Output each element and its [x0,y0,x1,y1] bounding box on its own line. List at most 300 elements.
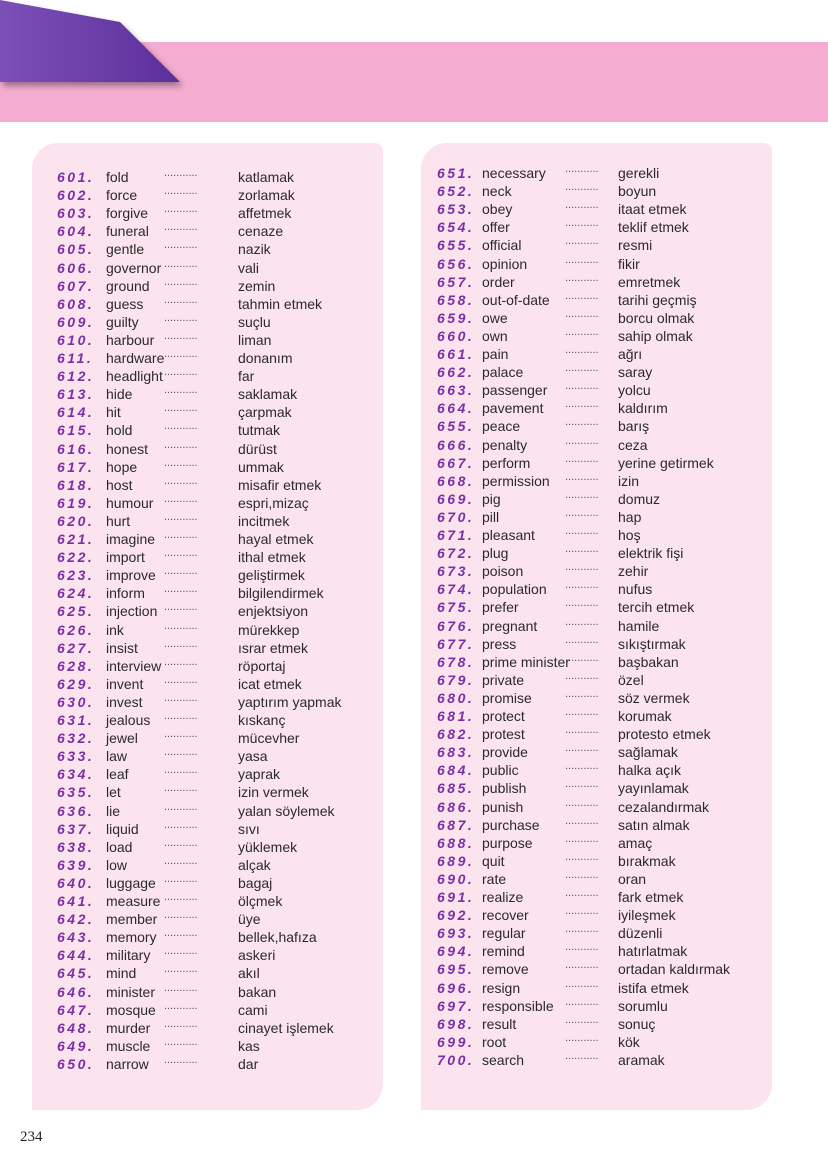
english-word: perform [482,454,531,471]
entry-number: 664. [437,400,475,417]
leader-dots: ........... [164,438,198,451]
turkish-meaning: kas [238,1037,260,1054]
leader-dots: ........... [164,746,198,759]
english-word: regular [482,925,526,942]
leader-dots: ........... [164,800,198,813]
turkish-meaning: korumak [618,708,672,724]
leader-dots: ........... [164,329,198,342]
leader-dots: ........... [565,923,599,936]
english-word: law [106,748,128,765]
entry-number: 610. [57,331,95,348]
english-word: press [482,635,517,652]
entry-number: 685. [437,780,475,797]
entry-number: 627. [57,639,95,656]
english-word: invent [106,675,144,692]
entry-number: 646. [57,983,95,1000]
english-word: responsible [482,997,554,1014]
turkish-meaning: sağlamak [618,744,678,761]
leader-dots: ........... [565,344,599,356]
entry-number: 673. [437,563,475,580]
turkish-meaning: domuz [618,490,661,507]
english-word: humour [106,494,154,511]
leader-dots: ........... [565,760,599,773]
entry-number: 620. [57,512,95,529]
entry-number: 642. [57,911,95,928]
english-word: private [482,671,525,688]
entry-number: 660. [437,327,475,344]
entry-number: 605. [57,241,95,258]
turkish-meaning: sahip olmak [618,327,693,344]
english-word: inform [106,585,145,602]
english-word: murder [106,1019,151,1036]
entry-number: 603. [57,205,95,222]
english-word: out-of-date [482,291,550,308]
entry-number: 689. [437,852,475,869]
leader-dots: ........... [164,1017,198,1030]
turkish-meaning: saray [618,364,653,381]
english-word: plug [482,545,509,562]
turkish-meaning: elektrik fişi [618,545,684,562]
turkish-meaning: icat etmek [238,675,302,692]
entry-number: 615. [57,422,95,439]
leader-dots: ........... [565,543,599,556]
entry-number: 612. [57,368,95,385]
turkish-meaning: ortadan kaldırmak [618,961,731,978]
english-word: fold [106,169,129,185]
english-word: hide [106,386,133,403]
leader-dots: ........... [164,601,198,614]
entry-number: 690. [437,870,475,887]
turkish-meaning: hamile [618,617,660,634]
english-word: remove [482,961,529,978]
leader-dots: ........... [565,579,599,592]
turkish-meaning: oran [618,870,647,887]
english-word: mind [106,965,137,982]
english-word: import [106,549,145,566]
entry-number: 630. [57,693,95,710]
entry-number: 647. [57,1001,95,1018]
english-word: liquid [106,820,139,837]
entry-number: 634. [57,766,95,783]
turkish-meaning: söz vermek [618,689,690,706]
leader-dots: ........... [164,1035,198,1048]
english-word: purpose [482,834,533,851]
entry-number: 613. [57,386,95,403]
entry-number: 649. [57,1037,95,1054]
leader-dots: ........... [164,185,198,198]
leader-dots: ........... [164,257,198,270]
leader-dots: ........... [565,814,599,827]
leader-dots: ........... [565,941,599,954]
leader-dots: ........... [565,416,599,429]
leader-dots: ........... [164,854,198,867]
leader-dots: ........... [565,525,599,537]
entry-number: 675. [437,599,475,616]
entry-number: 667. [437,454,475,471]
entry-number: 670. [437,508,475,525]
entry-number: 640. [57,874,95,891]
leader-dots: ........... [565,959,599,972]
entry-number: 614. [57,404,95,421]
leader-dots: ........... [565,235,599,248]
turkish-meaning: affetmek [238,205,292,222]
entry-number: 648. [57,1019,95,1036]
leader-dots: ........... [565,687,599,700]
entry-number: 645. [57,965,95,982]
turkish-meaning: iyileşmek [618,907,676,924]
english-word: interview [106,657,162,674]
english-word: resign [482,979,521,996]
entry-number: 666. [437,436,475,453]
entry-number: 618. [57,476,95,493]
turkish-meaning: sıkıştırmak [618,635,686,652]
turkish-meaning: hayal etmek [238,531,314,547]
entry-number: 668. [437,472,475,489]
english-word: opinion [482,255,528,272]
entry-number: 653. [437,201,475,218]
turkish-meaning: bellek,hafıza [238,929,317,946]
english-word: population [482,581,547,598]
turkish-meaning: amaç [618,834,653,851]
header-tab [0,0,200,100]
turkish-meaning: cinayet işlemek [238,1019,334,1036]
leader-dots: ........... [565,561,599,574]
turkish-meaning: suçlu [238,313,271,330]
english-word: rate [482,870,507,887]
leader-dots: ........... [565,669,599,682]
turkish-meaning: espri,mizaç [238,494,309,511]
turkish-meaning: kök [618,1033,640,1050]
turkish-meaning: aramak [618,1051,665,1068]
leader-dots: ........... [164,981,198,994]
leader-dots: ........... [164,420,198,433]
leader-dots: ........... [565,633,599,646]
english-word: pain [482,346,509,362]
entry-number: 601. [57,169,95,185]
english-word: measure [106,893,161,909]
turkish-meaning: sorumlu [618,997,668,1014]
turkish-meaning: teklif etmek [618,219,689,236]
turkish-meaning: gerekli [618,165,660,181]
turkish-meaning: vali [238,259,260,276]
leader-dots: ........... [565,850,599,863]
entry-number: 672. [437,545,475,562]
entry-number: 609. [57,313,95,330]
leader-dots: ........... [164,927,198,940]
english-word: public [482,762,519,779]
entry-number: 624. [57,585,95,602]
turkish-meaning: izin [618,472,640,489]
english-word: invest [106,693,143,710]
english-word: memory [106,929,157,946]
english-word: pregnant [482,617,538,634]
leader-dots: ........... [164,366,198,379]
turkish-meaning: cenaze [238,223,284,240]
turkish-meaning: boyun [618,183,657,200]
english-word: search [482,1051,525,1068]
leader-dots: ........... [164,474,198,487]
entry-number: 657. [437,273,475,290]
english-word: prefer [482,599,519,616]
english-word: ink [106,621,124,638]
turkish-meaning: saklamak [238,386,298,403]
leader-dots: ........... [565,868,599,881]
entry-number: 632. [57,730,95,747]
leader-dots: ........... [565,362,599,375]
leader-dots: ........... [164,691,198,704]
turkish-meaning: mücevher [238,730,300,747]
leader-dots: ........... [565,1049,599,1062]
english-word: host [106,476,133,493]
turkish-meaning: tarihi geçmiş [618,291,697,308]
turkish-meaning: ölçmek [238,893,283,909]
english-word: headlight [106,368,163,385]
turkish-meaning: nufus [618,581,653,598]
turkish-meaning: yaprak [238,766,281,783]
entry-number: 644. [57,947,95,964]
english-word: improve [106,567,156,584]
leader-dots: ........... [565,796,599,809]
english-word: passenger [482,382,548,399]
entry-number: 638. [57,838,95,855]
entry-number: 681. [437,708,475,724]
entry-number: 683. [437,744,475,761]
entry-number: 621. [57,531,95,547]
entry-number: 661. [437,346,475,362]
entry-number: 619. [57,494,95,511]
entry-number: 625. [57,603,95,620]
english-word: guilty [106,313,139,330]
turkish-meaning: cami [238,1001,268,1018]
entry-number: 676. [437,617,475,634]
turkish-meaning: fark etmek [618,889,684,905]
leader-dots: ........... [164,239,198,252]
turkish-meaning: yüklemek [238,838,298,855]
turkish-meaning: incitmek [238,512,290,529]
turkish-meaning: kıskanç [238,712,286,728]
leader-dots: ........... [565,307,599,320]
entry-number: 641. [57,893,95,909]
leader-dots: ........... [164,583,198,596]
leader-dots: ........... [164,221,198,234]
leader-dots: ........... [164,529,198,541]
turkish-meaning: kaldırım [618,400,668,417]
turkish-meaning: fikir [618,255,640,272]
english-word: realize [482,889,524,905]
turkish-meaning: misafir etmek [238,476,322,493]
turkish-meaning: tercih etmek [618,599,695,616]
leader-dots: ........... [164,619,198,632]
english-word: hardware [106,350,165,366]
leader-dots: ........... [164,311,198,324]
entry-number: 617. [57,458,95,475]
turkish-meaning: tutmak [238,422,281,439]
entry-number: 650. [57,1055,95,1072]
entry-number: 696. [437,979,475,996]
english-word: penalty [482,436,528,453]
entry-number: 637. [57,820,95,837]
entry-number: 623. [57,567,95,584]
english-word: minister [106,983,156,1000]
english-word: hold [106,422,133,439]
turkish-meaning: izin vermek [238,784,309,801]
english-word: low [106,856,128,873]
entry-number: 656. [437,255,475,272]
english-word: pleasant [482,527,535,543]
entry-number: 631. [57,712,95,728]
turkish-meaning: röportaj [238,657,286,674]
turkish-meaning: ceza [618,436,648,453]
entry-number: 679. [437,671,475,688]
english-word: root [482,1033,507,1050]
turkish-meaning: bagaj [238,874,273,891]
english-word: luggage [106,874,156,891]
turkish-meaning: ithal etmek [238,549,306,566]
entry-number: 688. [437,834,475,851]
english-word: hope [106,458,138,475]
leader-dots: ........... [565,1031,599,1044]
english-word: necessary [482,165,546,181]
leader-dots: ........... [164,836,198,849]
english-word: hit [106,404,121,421]
english-word: pig [482,490,501,507]
english-word: purchase [482,816,540,833]
leader-dots: ........... [565,398,599,411]
leader-dots: ........... [565,832,599,845]
leader-dots: ........... [164,203,198,216]
english-word: narrow [106,1055,149,1072]
english-word: gentle [106,241,145,258]
turkish-meaning: geliştirmek [238,567,305,584]
leader-dots: ........... [164,673,198,686]
entry-number: 699. [437,1033,475,1050]
english-word: protest [482,726,525,743]
english-word: honest [106,440,149,457]
english-word: peace [482,418,521,435]
english-word: insist [106,639,138,656]
turkish-meaning: sıvı [238,820,260,837]
turkish-meaning: halka açık [618,762,682,779]
leader-dots: ........... [164,565,198,578]
turkish-meaning: bakan [238,983,277,1000]
entry-number: 658. [437,291,475,308]
turkish-meaning: enjektsiyon [238,603,309,620]
english-word: punish [482,798,524,815]
english-word: offer [482,219,510,236]
entry-number: 655. [437,418,475,435]
turkish-meaning: istifa etmek [618,979,689,996]
entry-number: 604. [57,223,95,240]
leader-dots: ........... [164,402,198,415]
entry-number: 697. [437,997,475,1014]
leader-dots: ........... [164,728,198,741]
entry-number: 691. [437,889,475,905]
turkish-meaning: dürüst [238,440,277,457]
entry-number: 616. [57,440,95,457]
leader-dots: ........... [565,452,599,465]
english-word: promise [482,689,532,706]
leader-dots: ........... [164,275,198,288]
leader-dots: ........... [565,724,599,737]
leader-dots: ........... [565,380,599,393]
english-word: guess [106,295,144,312]
leader-dots: ........... [164,818,198,831]
english-word: mosque [106,1001,156,1018]
entry-number: 695. [437,961,475,978]
leader-dots: ........... [164,167,198,179]
entry-number: 659. [437,309,475,326]
entry-number: 694. [437,943,475,960]
entry-number: 674. [437,581,475,598]
entry-number: 678. [437,653,475,670]
header-tab-shape [0,0,200,100]
turkish-meaning: ummak [238,458,284,475]
leader-dots: ........... [164,492,198,505]
turkish-meaning: başbakan [618,653,679,670]
english-word: jealous [106,712,151,728]
english-word: permission [482,472,550,489]
leader-dots: ........... [164,909,198,922]
turkish-meaning: yaptırım yapmak [238,693,342,710]
english-word: injection [106,603,158,620]
english-word: pill [482,508,500,525]
entry-number: 671. [437,527,475,543]
turkish-meaning: protesto etmek [618,726,711,743]
turkish-meaning: bırakmak [618,852,676,869]
turkish-meaning: barış [618,418,650,435]
turkish-meaning: yasa [238,748,268,765]
turkish-meaning: zehir [618,563,649,580]
leader-dots: ........... [565,615,599,628]
leader-dots: ........... [164,782,198,795]
entry-number: 643. [57,929,95,946]
leader-dots: ........... [565,706,599,718]
leader-dots: ........... [164,963,198,976]
english-word: member [106,911,158,928]
turkish-meaning: yayınlamak [618,780,689,797]
leader-dots: ........... [565,325,599,338]
turkish-meaning: donanım [238,350,293,366]
entry-number: 608. [57,295,95,312]
entry-number: 700. [437,1051,475,1068]
english-word: military [106,947,151,964]
turkish-meaning: zemin [238,277,276,294]
english-word: recover [482,907,529,924]
entry-number: 639. [57,856,95,873]
page-number: 234 [20,1129,43,1145]
turkish-meaning: far [238,368,255,385]
english-word: poison [482,563,524,580]
leader-dots: ........... [164,891,198,903]
entry-number: 654. [437,219,475,236]
english-word: own [482,327,508,344]
leader-dots: ........... [164,293,198,306]
english-word: governor [106,259,162,276]
turkish-meaning: özel [618,671,644,688]
turkish-meaning: zorlamak [238,187,295,204]
leader-dots: ........... [164,348,198,360]
turkish-meaning: cezalandırmak [618,798,710,815]
leader-dots: ........... [565,253,599,266]
leader-dots: ........... [565,995,599,1008]
entry-number: 684. [437,762,475,779]
turkish-meaning: bilgilendirmek [238,585,324,602]
entry-number: 693. [437,925,475,942]
entry-number: 622. [57,549,95,566]
entry-number: 652. [437,183,475,200]
english-word: neck [482,183,512,200]
leader-dots: ........... [565,271,599,284]
